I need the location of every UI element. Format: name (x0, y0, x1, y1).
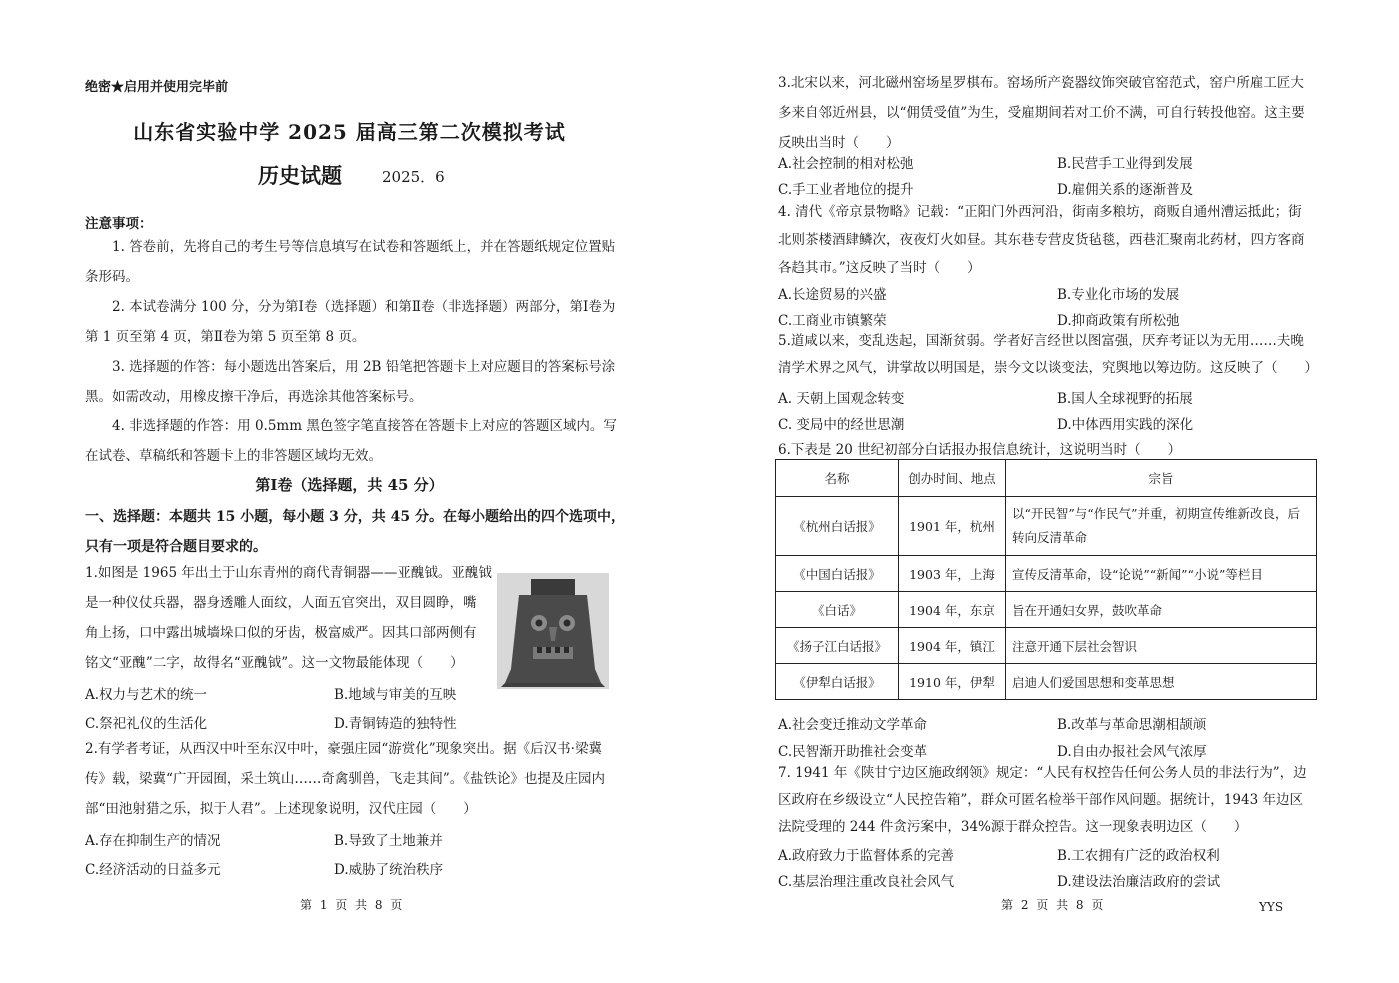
table-cell: 注意开通下层社会智识 (1006, 628, 1317, 664)
q1-line: 铭文“亚醜”二字，故得名“亚醜钺”。这一文物最能体现（ ） (85, 655, 464, 671)
table-header: 宗旨 (1006, 460, 1317, 497)
exam-date: 2025．6 (382, 168, 445, 186)
table-header: 名称 (776, 460, 899, 497)
q6-option-b: B.改革与革命思潮相颉颃 (1057, 717, 1207, 733)
q2-option-c: C.经济活动的日益多元 (85, 862, 221, 878)
table-cell: 《扬子江白话报》 (776, 628, 899, 664)
q1-line: 1.如图是 1965 年出土于山东青州的商代青铜器——亚醜钺。亚醜钺 (85, 565, 492, 581)
table-cell: 启迪人们爱国思想和变革思想 (1006, 664, 1317, 700)
notice-item: 4. 非选择题的作答：用 0.5mm 黑色签字笔直接答在答题卡上对应的答题区域内。写在试卷、草稿纸和答题卡上的非答题区域均无效。 (85, 418, 617, 464)
table-cell: 《中国白话报》 (776, 556, 899, 592)
confidential-notice: 绝密★启用并使用完毕前 (85, 80, 229, 95)
q7-option-c: C.基层治理注重改良社会风气 (778, 874, 955, 890)
section-title: 第Ⅰ卷（选择题，共 45 分） (255, 476, 444, 494)
table-row (776, 497, 1317, 556)
q6-stem: 6.下表是 20 世纪初部分白话报办报信息统计，这说明当时（ ） (778, 442, 1182, 458)
table-cell: 《杭州白话报》 (776, 497, 899, 556)
table-cell: 《白话》 (776, 592, 899, 628)
q4-stem: 4. 清代《帝京景物略》记载：“正阳门外西河沿，街南多粮坊，商贩自通州漕运抵此；街北则茶楼酒肆鳞次，夜夜灯火如昼。其东巷专营皮货毡毯，西巷汇聚南北药材，四方客商各趋其市。”这反映了当时（ ） (778, 204, 1305, 276)
table-row (776, 592, 1317, 628)
table-cell: 宣传反清革命，设“论说”“新闻”“小说”等栏目 (1006, 556, 1317, 592)
page-footer-left: 第 1 页 共 8 页 (300, 898, 405, 912)
table-cell: 1901 年，杭州 (899, 497, 1006, 556)
q6-option-d: D.自由办报社会风气浓厚 (1057, 744, 1207, 760)
q7-option-d: D.建设法治廉洁政府的尝试 (1057, 874, 1221, 890)
table-cell: 1903 年，上海 (899, 556, 1006, 592)
q5-option-d: D.中体西用实践的深化 (1057, 417, 1194, 433)
q2-stem: 2.有学者考证，从西汉中叶至东汉中叶，豪强庄园“游赏化”现象突出。据《后汉书·梁冀传》载，梁冀“广开园囿，采土筑山……奇禽驯兽，飞走其间”。《盐铁论》也提及庄园内部“田池射猎之乐，拟于人君”。上述现象说明，汉代庄园（ ） (85, 741, 606, 817)
q2-option-a: A.存在抑制生产的情况 (85, 833, 221, 849)
table-header: 创办时间、地点 (899, 460, 1006, 497)
q3-option-b: B.民营手工业得到发展 (1057, 156, 1193, 172)
q1-line: 是一种仪仗兵器，器身透雕人面纹，人面五官突出，双目圆睁，嘴 (85, 595, 477, 611)
page-footer-right: 第 2 页 共 8 页 (1001, 898, 1106, 912)
section-instruction: 一、选择题：本题共 15 小题，每小题 3 分，共 45 分。在每小题给出的四个选项中，只有一项是符合题目要求的。 (85, 509, 625, 555)
left-page (0, 0, 699, 983)
q1-option-d: D.青铜铸造的独特性 (334, 716, 457, 732)
q7-stem: 7. 1941 年《陕甘宁边区施政纲领》规定：“人民有权控告任何公务人员的非法行为”，边区政府在乡级设立“人民控告箱”，群众可匿名检举干部作风问题。据统计，1943 年边区法院受理的 244 件贪污案中，34%源于群众控告。这一现象表明边区（ ） (778, 765, 1307, 835)
table-cell: 1910 年，伊犁 (899, 664, 1006, 700)
table-cell: 旨在开通妇女界，鼓吹革命 (1006, 592, 1317, 628)
q7-option-a: A.政府致力于监督体系的完善 (778, 848, 955, 864)
q5-option-a: A. 天朝上国观念转变 (778, 391, 905, 407)
q3-option-a: A.社会控制的相对松弛 (778, 156, 914, 172)
bronze-yue-image (497, 573, 609, 689)
notice-item: 1. 答卷前，先将自己的考生号等信息填写在试卷和答题纸上，并在答题纸规定位置贴条形码。 (85, 239, 616, 285)
notice-item: 3. 选择题的作答：每小题选出答案后，用 2B 铅笔把答题卡上对应题目的答案标号涂黑。如需改动，用橡皮擦干净后，再选涂其他答案标号。 (85, 359, 616, 405)
q4-option-b: B.专业化市场的发展 (1057, 287, 1180, 303)
q6-option-c: C.民智渐开助推社会变革 (778, 744, 928, 760)
q7-option-b: B.工农拥有广泛的政治权利 (1057, 848, 1220, 864)
q2-option-d: D.威胁了统治秩序 (334, 862, 444, 878)
table-header-row (776, 460, 1317, 497)
notice-heading: 注意事项： (85, 216, 153, 232)
q5-stem: 5.道咸以来，变乱迭起，国渐贫弱。学者好言经世以图富强，厌弃考证以为无用……夫晚清学术界之风气，讲掌故以明国是，崇今文以谈变法，究舆地以筹边防。这反映了（ ） (778, 333, 1318, 376)
notice-item: 2. 本试卷满分 100 分，分为第Ⅰ卷（选择题）和第Ⅱ卷（非选择题）两部分，第Ⅰ卷为第 1 页至第 4 页，第Ⅱ卷为第 5 页至第 8 页。 (85, 299, 616, 345)
table-row (776, 628, 1317, 664)
exam-title: 山东省实验中学 2025 届高三第二次模拟考试 (133, 120, 566, 144)
q1-line: 角上扬，口中露出城墙垛口似的牙齿，极富威严。因其口部两侧有 (85, 625, 477, 641)
subject-title: 历史试题 (258, 163, 342, 188)
table-row (776, 556, 1317, 592)
q4-option-a: A.长途贸易的兴盛 (778, 287, 887, 303)
q4-option-c: C.工商业市镇繁荣 (778, 313, 887, 329)
q4-option-d: D.抑商政策有所松弛 (1057, 313, 1180, 329)
q3-option-c: C.手工业者地位的提升 (778, 182, 914, 198)
corner-mark: YYS (1259, 900, 1284, 914)
q6-option-a: A.社会变迁推动文学革命 (778, 717, 928, 733)
table-cell: 1904 年，镇江 (899, 628, 1006, 664)
q1-option-a: A.权力与艺术的统一 (85, 687, 208, 703)
q2-option-b: B.导致了土地兼并 (334, 833, 443, 849)
q5-option-b: B.国人全球视野的拓展 (1057, 391, 1193, 407)
q5-option-c: C. 变局中的经世思潮 (778, 417, 905, 433)
q1-option-b: B.地域与审美的互映 (334, 687, 457, 703)
q3-stem: 3.北宋以来，河北磁州窑场星罗棋布。窑场所产瓷器纹饰突破官窑范式，窑户所雇工匠大多来自邻近州县，以“佣赁受值”为生，受雇期间若对工价不满，可自行转投他窑。这主要反映出当时（ ） (778, 75, 1305, 151)
q3-option-d: D.雇佣关系的逐渐普及 (1057, 182, 1194, 198)
newspaper-table (775, 459, 1317, 700)
table-cell: 以“开民智”与“作民气”并重，初期宣传维新改良，后转向反清革命 (1006, 497, 1317, 556)
table-cell: 1904 年，东京 (899, 592, 1006, 628)
q1-option-c: C.祭祀礼仪的生活化 (85, 716, 208, 732)
table-cell: 《伊犁白话报》 (776, 664, 899, 700)
table-row (776, 664, 1317, 700)
